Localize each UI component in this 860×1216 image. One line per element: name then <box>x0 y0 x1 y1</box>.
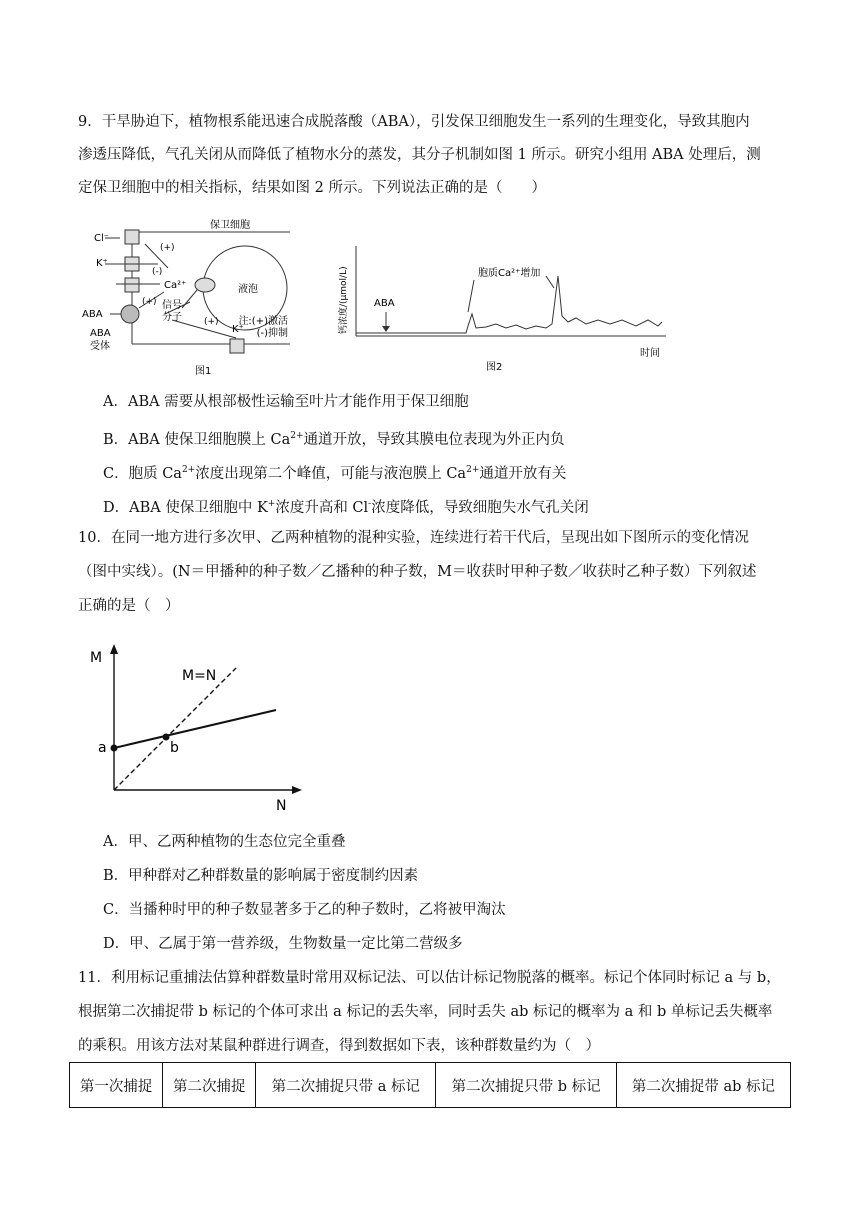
fig1-cell-label: 保卫细胞 <box>210 220 250 231</box>
fig1-receptor-label-1: ABA <box>90 328 111 339</box>
table-header-cell: 第二次捕捉 <box>163 1063 256 1108</box>
fig1-k-top-label: K⁺ <box>96 258 108 269</box>
figure-2-chart <box>336 236 676 382</box>
q10-option-c: C．当播种时甲的种子数显著多于乙的种子数时，乙将被甲淘汰 <box>103 902 506 918</box>
fig1-note-2: (-)抑制 <box>256 328 288 339</box>
q10-chart-point-a: a <box>98 740 107 756</box>
q9-line-1: 9．干旱胁迫下，植物根系能迅速合成脱落酸（ABA），引发保卫细胞发生一系列的生理变化，导致其胞内 <box>78 114 750 130</box>
q10-chart-point-b: b <box>170 740 179 756</box>
fig1-signal-label-1: 信号 <box>162 300 182 311</box>
fig1-vacuole-label: 液泡 <box>238 284 258 295</box>
fig1-signal-label-2: 分子 <box>162 312 182 323</box>
fig1-plus-2: (+) <box>142 297 157 307</box>
fig1-plus-3: (+) <box>204 317 219 327</box>
figure-1-diagram <box>80 212 300 382</box>
table-header-cell: 第二次捕捉带 ab 标记 <box>616 1063 790 1108</box>
q9-option-a: A．ABA 需要从根部极性运输至叶片才能作用于保卫细胞 <box>103 394 469 410</box>
table-header-row <box>70 1063 791 1108</box>
fig1-cl-label: Cl⁻ <box>94 233 110 244</box>
q10-option-a: A．甲、乙两种植物的生态位完全重叠 <box>103 834 346 850</box>
fig1-plus-1: (+) <box>160 243 175 253</box>
q10-option-d: D．甲、乙属于第一营养级，生物数量一定比第二营级多 <box>103 936 463 952</box>
fig1-k-bottom-label: K⁺ <box>232 324 244 335</box>
fig2-peak-label: 胞质Ca²⁺增加 <box>478 268 541 279</box>
q9-line-3: 定保卫细胞中的相关指标，结果如图 2 所示。下列说法正确的是（ ） <box>78 180 546 196</box>
fig2-xlabel: 时间 <box>640 348 660 359</box>
fig1-aba-label: ABA <box>82 309 103 320</box>
q11-line-1: 11．利用标记重捕法估算种群数量时常用双标记法、可以估计标记物脱落的概率。标记个体同时标记 a 与 b， <box>78 970 781 986</box>
q11-data-table <box>69 1062 791 1108</box>
fig1-receptor-label-2: 受体 <box>90 341 110 352</box>
fig2-aba-label: ABA <box>374 298 395 309</box>
q10-line-2: （图中实线）。(N＝甲播种的种子数／乙播种的种子数，M＝收获时甲种子数／收获时乙种子数）下列叙述 <box>78 564 757 580</box>
q9-line-2: 渗透压降低，气孔关闭从而降低了植物水分的蒸发，其分子机制如图 1 所示。研究小组用 ABA 处理后，测 <box>78 147 761 163</box>
fig1-minus: (-) <box>152 267 163 277</box>
q10-line-3: 正确的是（ ） <box>78 598 180 614</box>
table-header-cell: 第二次捕捉只带 b 标记 <box>436 1063 617 1108</box>
q9-option-c: C．胞质 $Ca^{2+}$浓度出现第二个峰值，可能与液泡膜上 $Ca^{2+}$通道开放有关 <box>103 465 567 482</box>
fig1-note-1: 注:(+)激活 <box>238 316 288 327</box>
q10-option-b: B．甲种群对乙种群数量的影响属于密度制约因素 <box>103 868 419 884</box>
q10-line-1: 10．在同一地方进行多次甲、乙两种植物的混种实验，连续进行若干代后，呈现出如下图所示的变化情况 <box>78 530 749 546</box>
q10-chart-xlabel: N <box>276 798 287 814</box>
q10-chart-ylabel: M <box>90 650 103 666</box>
fig1-ca-label: Ca²⁺ <box>164 280 187 291</box>
q11-line-3: 的乘积。用该方法对某鼠种群进行调查，得到数据如下表，该种群数量约为（ ） <box>78 1038 600 1054</box>
q10-chart <box>86 640 306 816</box>
q11-line-2: 根据第二次捕捉带 b 标记的个体可求出 a 标记的丢失率，同时丢失 ab 标记的概率为 a 和 b 单标记丢失概率 <box>78 1004 773 1020</box>
table-header-cell: 第二次捕捉只带 a 标记 <box>256 1063 436 1108</box>
q9-option-d: D．ABA 使保卫细胞中 K+浓度升高和 Cl-浓度降低，导致细胞失水气孔关闭 <box>103 499 589 516</box>
fig2-caption: 图2 <box>486 362 503 373</box>
table-header-cell: 第一次捕捉 <box>70 1063 163 1108</box>
q10-chart-line-label: M=N <box>182 668 217 684</box>
q9-option-b: B．ABA 使保卫细胞膜上 $Ca^{2+}$通道开放，导致其膜电位表现为外正内负 <box>103 431 565 448</box>
fig1-caption: 图1 <box>195 366 212 377</box>
fig2-ylabel: 钙浓度/(μmol/L) <box>339 266 349 334</box>
